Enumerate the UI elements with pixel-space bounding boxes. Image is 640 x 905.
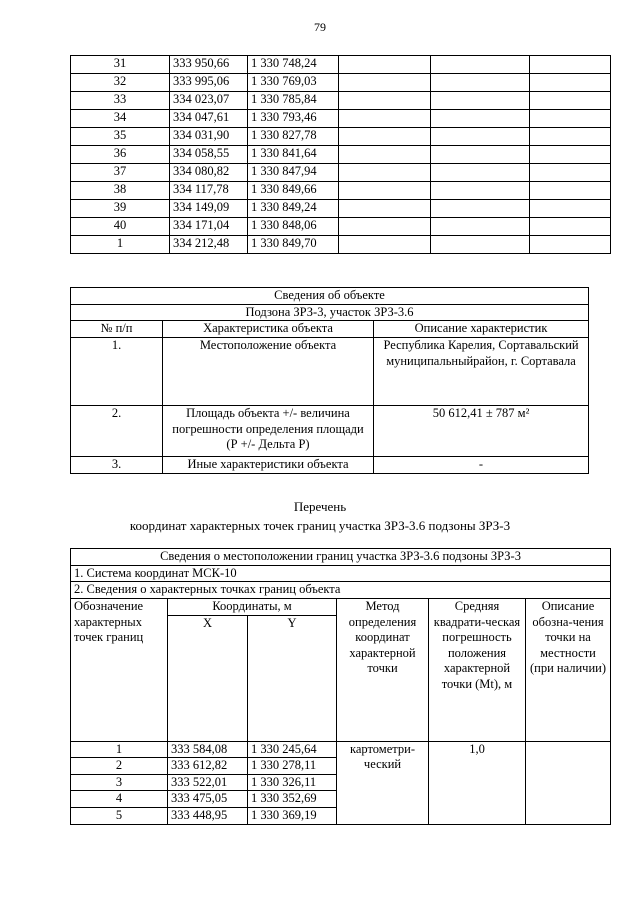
header-characteristic: Характеристика объекта — [163, 321, 374, 338]
row-number: 3. — [71, 456, 163, 473]
coord-x: 334 031,90 — [170, 128, 248, 146]
coordinates-continuation-table — [70, 55, 611, 254]
point-number: 40 — [71, 218, 170, 236]
coord-x: 333 475,05 — [168, 791, 248, 808]
row-description: 50 612,41 ± 787 м² — [374, 405, 589, 456]
row-number: 2. — [71, 405, 163, 456]
coord-x: 334 023,07 — [170, 92, 248, 110]
coord-y: 1 330 793,46 — [248, 110, 339, 128]
table-row — [71, 56, 611, 74]
point-number: 31 — [71, 56, 170, 74]
coord-y: 1 330 849,24 — [248, 200, 339, 218]
point-number: 38 — [71, 182, 170, 200]
empty-cell — [431, 128, 530, 146]
empty-cell — [431, 200, 530, 218]
empty-cell — [526, 741, 611, 824]
point-number: 37 — [71, 164, 170, 182]
coord-y: 1 330 769,03 — [248, 74, 339, 92]
list-heading-title: Перечень — [293, 499, 347, 514]
coord-x: 333 950,66 — [170, 56, 248, 74]
header-point-description: Описание обозна-чения точки на местности (при наличии) — [526, 598, 611, 741]
empty-cell — [431, 74, 530, 92]
empty-cell — [339, 200, 431, 218]
coord-x: 333 612,82 — [168, 758, 248, 775]
coord-y: 1 330 849,70 — [248, 236, 339, 254]
coord-x: 333 995,06 — [170, 74, 248, 92]
empty-cell — [530, 236, 611, 254]
method-value: картометри-ческий — [337, 741, 429, 824]
table-row — [71, 146, 611, 164]
table-row — [71, 110, 611, 128]
coord-x: 333 522,01 — [168, 774, 248, 791]
point-number: 34 — [71, 110, 170, 128]
error-value: 1,0 — [429, 741, 526, 824]
boundary-coordinates-table — [70, 548, 611, 825]
points-info: 2. Сведения о характерных точках границ объекта — [71, 582, 611, 599]
object-table-title: Сведения об объекте — [71, 288, 589, 305]
coord-x: 333 448,95 — [168, 808, 248, 825]
coord-y: 1 330 245,64 — [248, 741, 337, 758]
point-number: 33 — [71, 92, 170, 110]
header-x: X — [168, 615, 248, 741]
row-description: Республика Карелия, Сортавальский муниципальныйрайон, г. Сортавала — [374, 337, 589, 405]
empty-cell — [339, 128, 431, 146]
point-number: 1 — [71, 236, 170, 254]
empty-cell — [530, 92, 611, 110]
empty-cell — [431, 236, 530, 254]
table-row — [71, 92, 611, 110]
row-characteristic: Площадь объекта +/- величина погрешности определения площади (Р +/- Дельта Р) — [163, 405, 374, 456]
coords-table-title: Сведения о местоположении границ участка ЗРЗ-3.6 подзоны ЗРЗ-3 — [71, 549, 611, 566]
point-number: 5 — [71, 808, 168, 825]
header-description: Описание характеристик — [374, 321, 589, 338]
coord-x: 334 047,61 — [170, 110, 248, 128]
header-y: Y — [248, 615, 337, 741]
empty-cell — [530, 110, 611, 128]
empty-cell — [530, 146, 611, 164]
coord-y: 1 330 748,24 — [248, 56, 339, 74]
table-row — [71, 236, 611, 254]
empty-cell — [339, 182, 431, 200]
empty-cell — [530, 56, 611, 74]
empty-cell — [339, 74, 431, 92]
point-number: 4 — [71, 791, 168, 808]
empty-cell — [530, 128, 611, 146]
coord-y: 1 330 352,69 — [248, 791, 337, 808]
coord-x: 334 149,09 — [170, 200, 248, 218]
point-number: 39 — [71, 200, 170, 218]
empty-cell — [530, 182, 611, 200]
empty-cell — [339, 92, 431, 110]
point-number: 3 — [71, 774, 168, 791]
list-heading-subtitle: координат характерных точек границ участка ЗРЗ-3.6 подзоны ЗРЗ-3 — [129, 518, 511, 533]
coord-y: 1 330 369,19 — [248, 808, 337, 825]
object-info-table — [70, 287, 589, 474]
empty-cell — [431, 110, 530, 128]
coordinate-system: 1. Система координат МСК-10 — [71, 565, 611, 582]
empty-cell — [530, 164, 611, 182]
coord-y: 1 330 326,11 — [248, 774, 337, 791]
table-row — [71, 200, 611, 218]
point-number: 35 — [71, 128, 170, 146]
table-row — [71, 741, 611, 758]
coord-x: 334 058,55 — [170, 146, 248, 164]
empty-cell — [530, 218, 611, 236]
empty-cell — [431, 164, 530, 182]
empty-cell — [339, 56, 431, 74]
coord-x: 334 080,82 — [170, 164, 248, 182]
coord-y: 1 330 827,78 — [248, 128, 339, 146]
coord-y: 1 330 278,11 — [248, 758, 337, 775]
coord-y: 1 330 849,66 — [248, 182, 339, 200]
page-number: 79 — [314, 20, 326, 34]
point-number: 36 — [71, 146, 170, 164]
table-row — [71, 128, 611, 146]
empty-cell — [339, 236, 431, 254]
table-row — [71, 164, 611, 182]
header-designation: Обозначение характерных точек границ — [71, 598, 168, 741]
empty-cell — [339, 146, 431, 164]
row-characteristic: Иные характеристики объекта — [163, 456, 374, 473]
header-number: № п/п — [71, 321, 163, 338]
empty-cell — [431, 182, 530, 200]
coord-x: 333 584,08 — [168, 741, 248, 758]
table-row — [71, 74, 611, 92]
empty-cell — [530, 200, 611, 218]
coord-x: 334 117,78 — [170, 182, 248, 200]
coord-y: 1 330 841,64 — [248, 146, 339, 164]
empty-cell — [339, 110, 431, 128]
empty-cell — [530, 74, 611, 92]
empty-cell — [431, 92, 530, 110]
empty-cell — [339, 164, 431, 182]
table-row — [71, 182, 611, 200]
point-number: 2 — [71, 758, 168, 775]
coord-y: 1 330 848,06 — [248, 218, 339, 236]
coord-x: 334 171,04 — [170, 218, 248, 236]
header-coordinates: Координаты, м — [168, 598, 337, 615]
point-number: 32 — [71, 74, 170, 92]
coord-x: 334 212,48 — [170, 236, 248, 254]
coord-y: 1 330 847,94 — [248, 164, 339, 182]
coord-y: 1 330 785,84 — [248, 92, 339, 110]
empty-cell — [431, 146, 530, 164]
header-method: Метод определения координат характерной точки — [337, 598, 429, 741]
empty-cell — [431, 218, 530, 236]
object-table-subtitle: Подзона ЗРЗ-3, участок ЗРЗ-3.6 — [71, 304, 589, 321]
row-characteristic: Местоположение объекта — [163, 337, 374, 405]
row-number: 1. — [71, 337, 163, 405]
point-number: 1 — [71, 741, 168, 758]
row-description: - — [374, 456, 589, 473]
empty-cell — [339, 218, 431, 236]
empty-cell — [431, 56, 530, 74]
table-row — [71, 218, 611, 236]
header-error: Средняя квадрати-ческая погрешность положения характерной точки (Mt), м — [429, 598, 526, 741]
